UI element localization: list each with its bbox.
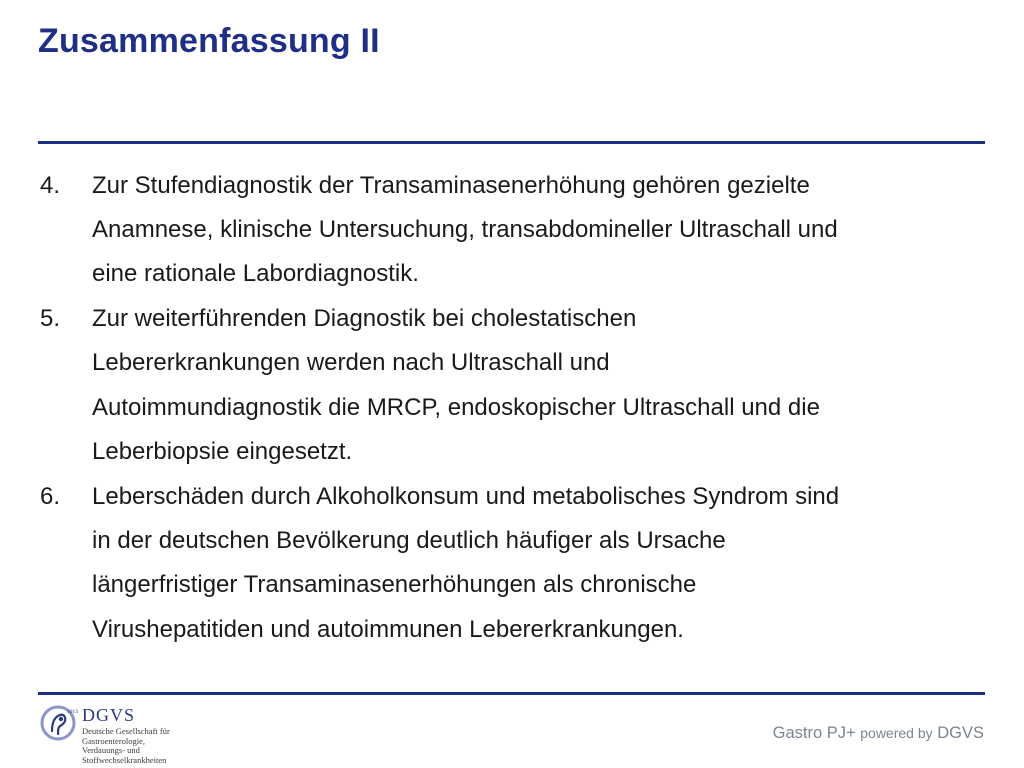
dgvs-emblem-icon: [40, 705, 76, 741]
list-item-line: Leberschäden durch Alkoholkonsum und metabolisches Syndrom sind: [92, 483, 840, 510]
list-item-line: Zur weiterführenden Diagnostik bei cholestatischen: [92, 305, 637, 332]
logo-subtitle: Deutsche Gesellschaft für Gastroenterologie, Verdauungs- und Stoffwechselkrankheiten: [82, 726, 170, 765]
logo-year: 1913: [67, 709, 78, 715]
slide-title: Zusammenfassung II: [38, 22, 380, 60]
list-item-line: Autoimmundiagnostik die MRCP, endoskopischer Ultraschall und die: [92, 394, 820, 421]
list-item-line: Anamnese, klinische Untersuchung, transabdomineller Ultraschall und: [92, 216, 838, 243]
list-item-line: Zur Stufendiagnostik der Transaminasenerhöhung gehören gezielte: [92, 172, 810, 199]
footer-brand-powered: powered by: [860, 725, 933, 741]
list-item-number: 4.: [40, 172, 61, 199]
list-item-line: Leberbiopsie eingesetzt.: [92, 438, 353, 465]
logo-name: DGVS: [82, 705, 136, 725]
title-divider: [38, 141, 985, 144]
list-item-line: längerfristiger Transaminasenerhöhungen als chronische: [92, 571, 697, 598]
list-item-line: in der deutschen Bevölkerung deutlich häufiger als Ursache: [92, 527, 726, 554]
footer-brand-main: Gastro PJ+: [772, 724, 856, 742]
footer-divider: [38, 692, 985, 695]
footer-brand-org: DGVS: [937, 724, 984, 742]
list-item-number: 6.: [40, 483, 61, 510]
list-item-line: Virushepatitiden und autoimmunen Lebererkrankungen.: [92, 616, 684, 643]
list-item-number: 5.: [40, 305, 61, 332]
list-item-line: Lebererkrankungen werden nach Ultraschall und: [92, 349, 610, 376]
footer-brand: [773, 724, 984, 743]
list-item-line: eine rationale Labordiagnostik.: [92, 260, 419, 287]
dgvs-logo: [40, 705, 190, 767]
